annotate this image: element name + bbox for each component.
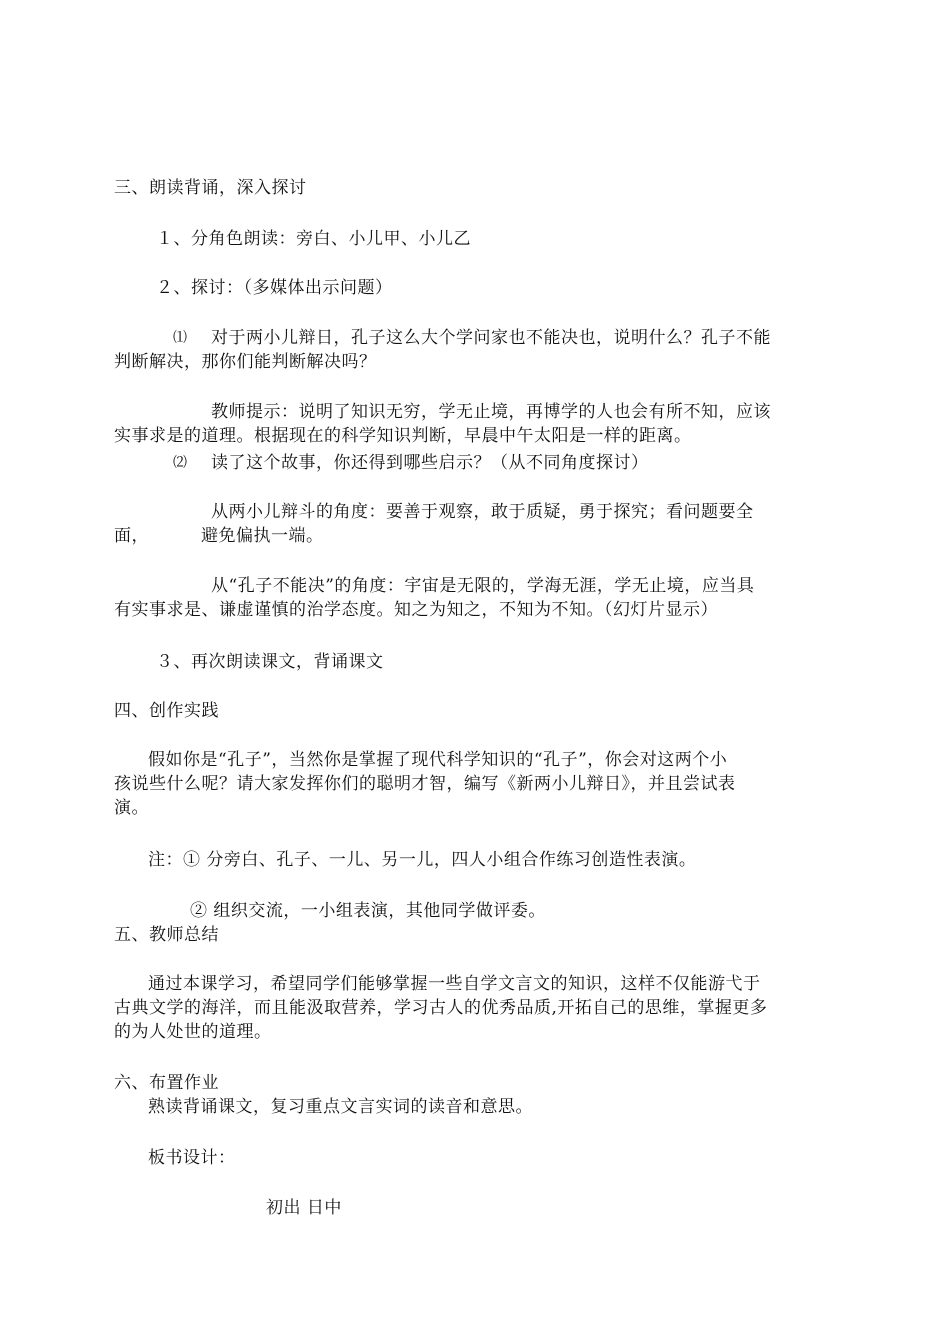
question-2-number: ⑵: [173, 455, 188, 471]
angle-2-line-2: 有实事求是、谦虚谨慎的治学态度。知之为知之，不知为不知。（幻灯片显示）: [114, 600, 718, 620]
section-5-line-3: 的为人处世的道理。: [114, 1022, 272, 1042]
question-2-text: 读了这个故事，你还得到哪些启示？（从不同角度探讨）: [211, 453, 649, 473]
section-6-heading: 六、布置作业: [114, 1073, 219, 1093]
section-5-heading: 五、教师总结: [114, 925, 219, 945]
section-4-paragraph-line-2: 孩说些什么呢？请大家发挥你们的聪明才智，编写《新两小儿辩日》，并且尝试表: [114, 774, 736, 794]
item-3: ３、再次朗读课文，背诵课文: [156, 652, 384, 672]
section-5-line-2: 古典文学的海洋，而且能汲取营养，学习古人的优秀品质,开拓自己的思维，掌握更多: [114, 998, 768, 1018]
angle-1-line-1: 从两小儿辩斗的角度：要善于观察，敢于质疑，勇于探究；看问题要全: [211, 502, 754, 522]
board-design-content: 初出 日中: [266, 1198, 342, 1218]
angle-2-line-1: 从“孔子不能决”的角度：宇宙是无限的，学海无涯，学无止境，应当具: [211, 576, 755, 596]
section-4-paragraph-line-1: 假如你是“孔子”，当然你是掌握了现代科学知识的“孔子”，你会对这两个小: [148, 750, 728, 770]
section-4-heading: 四、创作实践: [114, 701, 219, 721]
note-1: 注：① 分旁白、孔子、一儿、另一儿，四人小组合作练习创造性表演。: [148, 850, 697, 870]
teacher-hint-line-2: 实事求是的道理。根据现在的科学知识判断，早晨中午太阳是一样的距离。: [114, 426, 692, 446]
note-2: ② 组织交流，一小组表演，其他同学做评委。: [190, 901, 546, 921]
question-1-line-2: 判断解决，那你们能判断解决吗？: [114, 352, 377, 372]
item-1: １、分角色朗读：旁白、小儿甲、小儿乙: [156, 229, 471, 249]
section-4-paragraph-line-3: 演。: [114, 798, 149, 818]
section-3-heading: 三、朗读背诵，深入探讨: [114, 178, 307, 198]
angle-1-line-2b: 避免偏执一端。: [201, 526, 324, 546]
question-1-number: ⑴: [173, 330, 188, 346]
section-5-line-1: 通过本课学习，希望同学们能够掌握一些自学文言文的知识，这样不仅能游弋于: [148, 974, 761, 994]
question-1-line-1: 对于两小儿辩日，孔子这么大个学问家也不能决也，说明什么？孔子不能: [211, 328, 771, 348]
board-design-label: 板书设计：: [148, 1148, 236, 1168]
item-2: ２、探讨：（多媒体出示问题）: [156, 278, 393, 298]
section-6-text: 熟读背诵课文，复习重点文言实词的读音和意思。: [148, 1097, 533, 1117]
teacher-hint-line-1: 教师提示：说明了知识无穷，学无止境，再博学的人也会有所不知，应该: [211, 402, 771, 422]
angle-1-line-2a: 面，: [114, 526, 149, 546]
